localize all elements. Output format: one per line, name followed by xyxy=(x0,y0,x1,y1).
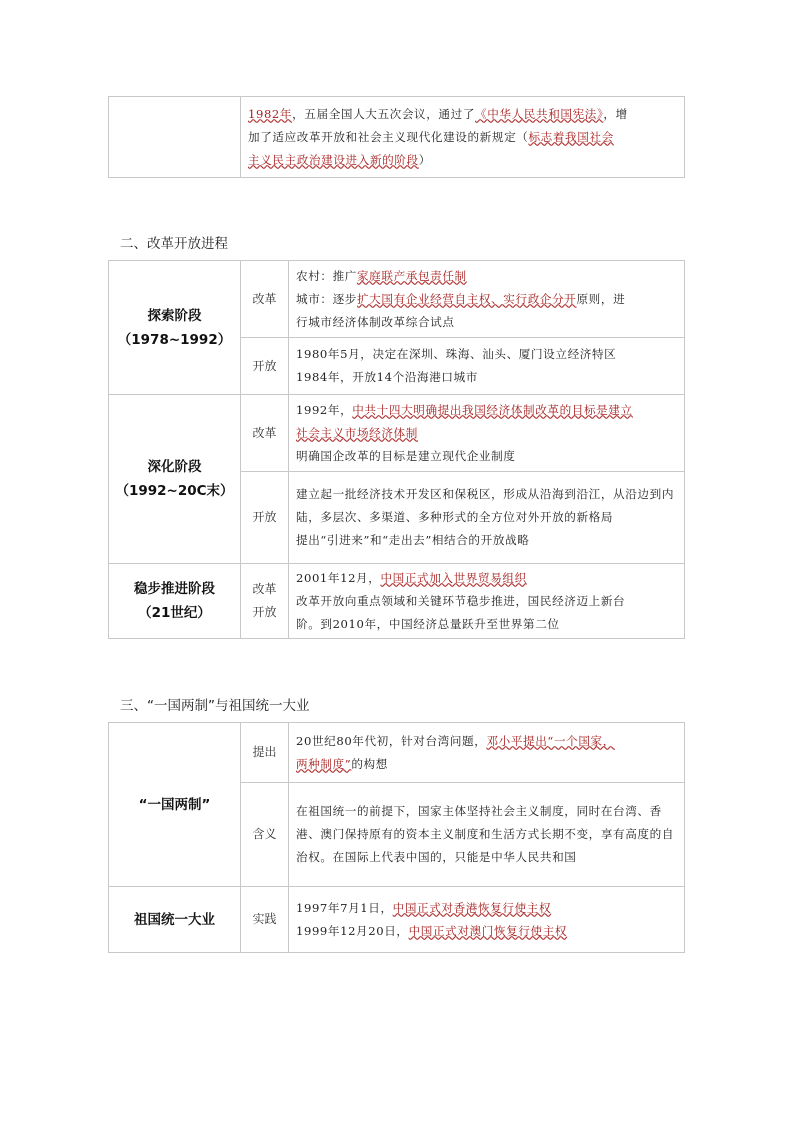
explore-reform-label: 改革 xyxy=(241,261,289,338)
constitution-cell xyxy=(241,97,685,178)
stage-steady xyxy=(109,564,241,639)
steady-line2: 改革开放向重点领域和关键环节稳步推进，国民经济迈上新台 xyxy=(296,593,626,608)
unify-macau-date: 1999年12月20日， xyxy=(296,923,409,938)
explore-reform-city: 城市：逐步 xyxy=(296,291,357,306)
steady-content xyxy=(289,564,685,639)
section-3-heading: 三、“一国两制”与祖国统一大业 xyxy=(120,698,310,714)
octs-meaning-content xyxy=(289,783,685,887)
stage-deepen-title: 深化阶段 xyxy=(147,459,202,475)
deepen-reform-label: 改革 xyxy=(241,395,289,472)
deepen-reform-content xyxy=(289,395,685,472)
year-1982: 1982年 xyxy=(248,106,293,121)
stage-deepen-period: （1992~20C末） xyxy=(115,483,234,499)
deepen-open-text: 建立起一批经济技术开发区和保税区，形成从沿海到沿江，从沿边到内陆，多层次、多渠道、多种形式的全方位对外开放的新格局 xyxy=(296,487,675,524)
steady-wto-highlight: 中国正式加入世界贸易组织 xyxy=(380,570,527,585)
deepen-open-label: 开放 xyxy=(241,472,289,564)
constitution-line2: 加了适应改革开放和社会主义现代化建设的新规定（ xyxy=(248,129,529,144)
deepen-reform-highlight-2: 社会主义市场经济体制 xyxy=(296,425,418,440)
stage-deepen xyxy=(109,395,241,564)
stage-octs: “一国两制” xyxy=(109,723,241,887)
explore-reform-rural-highlight: 家庭联产承包责任制 xyxy=(356,268,467,283)
constitution-line3-tail: ） xyxy=(418,152,431,167)
constitution-table xyxy=(108,96,685,178)
octs-propose-tail: 的构想 xyxy=(351,756,388,771)
explore-reform-city-line3: 行城市经济体制改革综合试点 xyxy=(296,314,455,329)
unify-practice-label: 实践 xyxy=(241,887,289,953)
steady-year: 2001年12月， xyxy=(296,570,381,585)
unify-hk-highlight: 中国正式对香港恢复行使主权 xyxy=(392,900,552,915)
octs-propose-highlight-2: 两种制度” xyxy=(296,756,352,771)
section-2-heading: 二、改革开放进程 xyxy=(120,236,228,252)
steady-label-reform: 改革 xyxy=(252,582,277,596)
unify-macau-highlight: 中国正式对澳门恢复行使主权 xyxy=(408,923,568,938)
steady-labels xyxy=(241,564,289,639)
stage-steady-title: 稳步推进阶段 xyxy=(134,581,215,597)
explore-open-line1: 1980年5月，决定在深圳、珠海、汕头、厦门设立经济特区 xyxy=(296,347,617,361)
octs-propose-content xyxy=(289,723,685,783)
constitution-text-tail: ，增 xyxy=(603,106,628,121)
unification-table xyxy=(108,722,685,953)
unify-practice-content xyxy=(289,887,685,953)
deepen-open-content xyxy=(289,472,685,564)
explore-reform-city-highlight: 扩大国有企业经营自主权、实行政企分开 xyxy=(356,291,577,306)
octs-meaning-text: 在祖国统一的前提下，国家主体坚持社会主义制度，同时在台湾、香港、澳门保持原有的资本主义制度和生活方式长期不变，享有高度的自治权。在国际上代表中国的，只能是中华人民共和国 xyxy=(296,804,675,864)
steady-line3: 阶。到2010年，中国经济总量跃升至世界第二位 xyxy=(296,616,560,631)
empty-stage-cell xyxy=(109,97,241,178)
deepen-reform-soe: 明确国企改革的目标是建立现代企业制度 xyxy=(296,448,516,463)
steady-label-open: 开放 xyxy=(252,605,277,619)
deepen-reform-year: 1992年， xyxy=(296,402,353,417)
constitution-law-link: 《中华人民共和国宪法》 xyxy=(475,106,604,121)
explore-open-line2: 1984年，开放14个沿海港口城市 xyxy=(296,370,478,384)
constitution-line3-highlight: 主义民主政治建设进入新的阶段 xyxy=(248,152,419,167)
explore-open-content xyxy=(289,338,685,395)
explore-reform-content xyxy=(289,261,685,338)
unify-hk-date: 1997年7月1日， xyxy=(296,900,393,915)
octs-propose-line1: 20世纪80年代初，针对台湾问题， xyxy=(296,733,487,748)
octs-meaning-label: 含义 xyxy=(241,783,289,887)
octs-propose-highlight: 邓小平提出“一个国家， xyxy=(486,733,615,748)
stage-explore-period: （1978~1992） xyxy=(117,331,232,348)
explore-reform-rural: 农村：推广 xyxy=(296,268,357,283)
stage-steady-period: （21世纪） xyxy=(138,605,211,621)
reform-table xyxy=(108,260,685,639)
stage-unify: 祖国统一大业 xyxy=(109,887,241,953)
explore-open-label: 开放 xyxy=(241,338,289,395)
constitution-text: ，五届全国人大五次会议，通过了 xyxy=(292,106,476,121)
stage-explore xyxy=(109,261,241,395)
constitution-line2-highlight: 标志着我国社会 xyxy=(528,129,614,144)
deepen-open-strategy: 提出“引进来”和“走出去”相结合的开放战略 xyxy=(296,533,530,547)
explore-reform-city-tail: 原则，进 xyxy=(576,291,626,306)
stage-explore-title: 探索阶段 xyxy=(147,307,202,324)
deepen-reform-highlight: 中共十四大明确提出我国经济体制改革的目标是建立 xyxy=(352,402,633,417)
octs-propose-label: 提出 xyxy=(241,723,289,783)
